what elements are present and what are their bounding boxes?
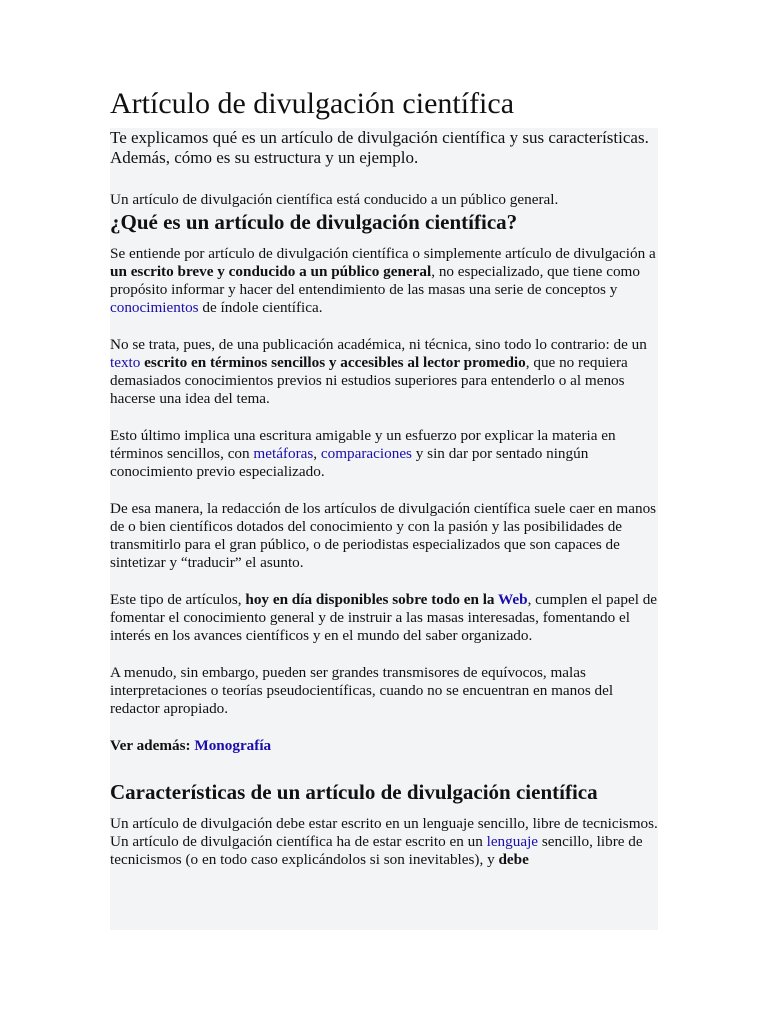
paragraph	[110, 336, 658, 408]
text-run: Esto último implica una escritura amigable y un esfuerzo por explicar la materia en términos sencillos, con	[110, 427, 616, 462]
text-run: Un artículo de divulgación científica ha de estar escrito en un	[110, 833, 487, 850]
paragraph: Un artículo de divulgación debe estar escrito en un lenguaje sencillo, libre de tecnicismos.	[110, 815, 658, 832]
article-intro: Un artículo de divulgación científica está conducido a un público general.	[110, 191, 559, 208]
paragraph	[110, 833, 658, 869]
text-run: , cumplen el papel de fomentar el conocimiento general y de instruir a las masas interesadas, fomentando el interés en los avances científicos y en el mundo del saber organizado.	[110, 591, 658, 644]
link-texto[interactable]: texto	[110, 354, 141, 371]
paragraph	[110, 591, 658, 645]
page-title: Artículo de divulgación científica	[110, 87, 515, 120]
article-body	[110, 128, 658, 930]
link-conocimientos[interactable]: conocimientos	[110, 299, 199, 316]
link-lenguaje[interactable]: lenguaje	[486, 833, 539, 850]
paragraph	[110, 245, 658, 317]
section-heading-que-es: ¿Qué es un artículo de divulgación científica?	[110, 210, 518, 234]
text-run: y sin dar por sentado ningún conocimiento previo especializado.	[110, 445, 589, 480]
paragraph	[110, 427, 658, 481]
link-metaforas[interactable]: metáforas	[253, 445, 314, 462]
bold-text: escrito en términos sencillos y accesibles al lector promedio	[144, 354, 526, 371]
article-lead: Te explicamos qué es un artículo de divulgación científica y sus características. Además, cómo es su estructura y un ejemplo.	[110, 128, 649, 167]
text-run: ,	[313, 445, 321, 462]
bold-text: un escrito breve y conducido a un público general	[110, 263, 432, 280]
see-also	[110, 737, 658, 755]
text-run: Se entiende por artículo de divulgación científica o simplemente artículo de divulgación a	[110, 245, 656, 262]
link-monografia[interactable]: Monografía	[194, 737, 272, 754]
section-heading-caracteristicas: Características de un artículo de divulgación científica	[110, 780, 598, 804]
link-comparaciones[interactable]: comparaciones	[320, 445, 412, 462]
bold-text: debe	[498, 851, 529, 868]
link-web[interactable]: Web	[498, 591, 528, 608]
text-run: , que no requiera demasiados conocimientos previos ni estudios superiores para entenderlo o al menos hacerse una idea del tema.	[110, 354, 628, 407]
text-run: sencillo, libre de tecnicismos (o en todo caso explicándolos si son inevitables), y	[110, 833, 643, 868]
see-also-label: Ver además:	[110, 737, 191, 754]
text-run: , no especializado, que tiene como propósito informar y hacer del entendimiento de las masas una serie de conceptos y	[110, 263, 640, 298]
text-run: No se trata, pues, de una publicación académica, ni técnica, sino todo lo contrario: de un	[110, 336, 647, 353]
paragraph: De esa manera, la redacción de los artículos de divulgación científica suele caer en manos de o bien científicos dotados del conocimiento y con la pasión y las posibilidades de transmitirlo para el gran público, o de periodistas especializados que son capaces de sintetizar y “traducir” el asunto.	[110, 500, 657, 571]
text-run: Este tipo de artículos,	[110, 591, 246, 608]
bold-text: hoy en día disponibles sobre todo en la	[245, 591, 499, 608]
paragraph: A menudo, sin embargo, pueden ser grandes transmisores de equívocos, malas interpretaciones o teorías pseudocientíficas, cuando no se encuentran en manos del redactor apropiado.	[110, 664, 614, 717]
text-run: de índole científica.	[198, 299, 323, 316]
